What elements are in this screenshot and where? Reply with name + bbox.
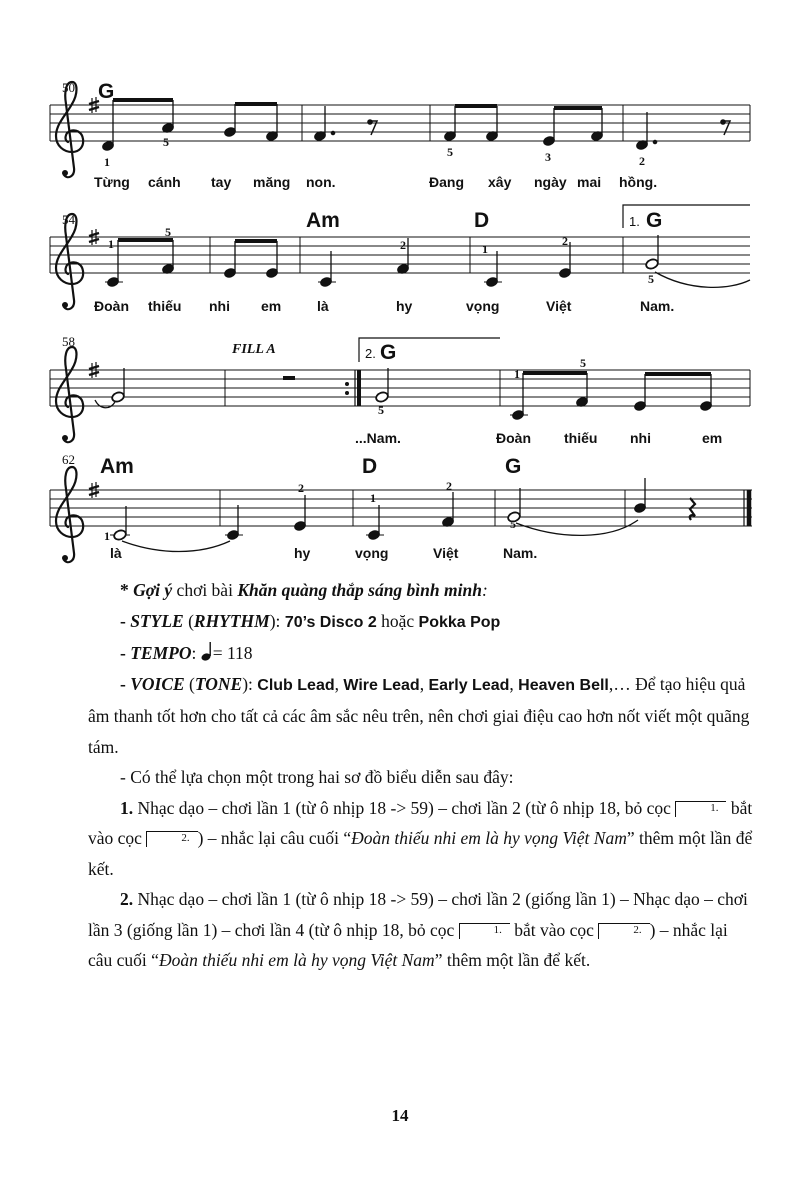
svg-text:5: 5	[580, 356, 586, 370]
lyric-word: ngày	[534, 174, 567, 190]
option-2: 2. Nhạc dạo – chơi lần 1 (từ ô nhịp 18 -> 59) – chơi lần 2 (giống lần 1) – Nhạc dạo – chơi lần 3 (giống lần 1) – chơi lần 4 (từ ô nhịp 18, bỏ cọc 1. bắt vào cọc 2. ) – nhắc lại câu cuối “Đoàn thiếu nhi em là hy vọng Việt Nam” thêm một lần để kết.	[88, 889, 748, 970]
lyric-word: ...Nam.	[355, 430, 401, 446]
lyric-word: Từng	[94, 174, 130, 190]
lyric-word: vọng	[466, 298, 500, 314]
svg-text:5: 5	[648, 272, 654, 286]
svg-text:3: 3	[545, 150, 551, 164]
music-score	[0, 0, 800, 570]
lyric-word: hy	[294, 545, 311, 561]
lyric-word: Đang	[429, 174, 464, 190]
lyric-word: Việt	[433, 545, 459, 561]
lyric-word: non.	[306, 174, 336, 190]
choose-line: - Có thể lựa chọn một trong hai sơ đồ biểu diễn sau đây:	[120, 767, 514, 787]
lyric-word: nhi	[209, 298, 230, 314]
chord-symbol: G	[646, 209, 663, 232]
lyric-word: Đoàn	[496, 430, 531, 446]
svg-text:1: 1	[108, 237, 114, 251]
lyric-word: hồng.	[619, 174, 658, 190]
svg-text:1: 1	[514, 367, 520, 381]
svg-text:5: 5	[447, 145, 453, 159]
svg-text:2: 2	[400, 238, 406, 252]
measure-number: 54	[62, 212, 75, 227]
lyric-word: xây	[488, 174, 512, 190]
volta-2-box: 2.	[598, 923, 649, 939]
lyric-word: em	[261, 298, 282, 314]
svg-text:5: 5	[165, 225, 171, 239]
playing-notes	[88, 575, 753, 976]
fill-label: FILL A	[232, 342, 276, 357]
svg-text:5: 5	[163, 135, 169, 149]
measure-number: 50	[62, 80, 75, 95]
lyric-word: thiếu	[148, 298, 182, 314]
style-line: - STYLE (RHYTHM): 70’s Disco 2 hoặc Pokka Pop	[120, 610, 501, 631]
svg-text:1: 1	[104, 155, 110, 169]
svg-text:1: 1	[104, 529, 110, 543]
lyric-word: Nam.	[640, 298, 675, 314]
svg-text:1: 1	[482, 242, 488, 256]
svg-text:5: 5	[378, 403, 384, 417]
volta-1-box: 1.	[459, 923, 510, 939]
option-1: 1. Nhạc dạo – chơi lần 1 (từ ô nhịp 18 -> 59) – chơi lần 2 (từ ô nhịp 18, bỏ cọc 1. bắt vào cọc 2. ) – nhắc lại câu cuối “Đoàn thiếu nhi em là hy vọng Việt Nam” thêm một lần để kết.	[88, 797, 753, 879]
svg-text:2: 2	[298, 481, 304, 495]
lyric-word: Việt	[546, 298, 572, 314]
lyric-word: vọng	[355, 545, 389, 561]
staff-row-1	[50, 82, 750, 177]
lyric-word: mai	[577, 174, 602, 190]
staff-row-3	[50, 338, 750, 442]
chord-symbol: G	[505, 455, 522, 478]
lyric-word: Đoàn	[94, 298, 129, 314]
volta-1-box: 1.	[675, 801, 726, 817]
volta-2-box: 2.	[146, 831, 197, 847]
tempo-line: - TEMPO: = 118	[120, 643, 253, 663]
lyric-word: măng	[253, 174, 291, 190]
lyric-word: nhi	[630, 430, 651, 446]
lyric-word: là	[110, 545, 122, 561]
quarter-note-icon	[201, 642, 213, 662]
lyric-word: em	[702, 430, 723, 446]
volta-2-label: 2.	[365, 346, 376, 361]
staff-row-2	[50, 205, 750, 309]
chord-symbol: G	[380, 341, 397, 364]
chord-symbol: D	[474, 209, 490, 232]
chord-symbol: Am	[306, 209, 340, 232]
volta-1-label: 1.	[629, 214, 640, 229]
page-number: 14	[391, 1106, 409, 1125]
lyric-word: là	[317, 298, 329, 314]
lyric-word: Nam.	[503, 545, 538, 561]
measure-number: 58	[62, 334, 75, 349]
lyric-word: cánh	[148, 174, 181, 190]
measure-number: 62	[62, 452, 75, 467]
chord-symbol: G	[98, 80, 115, 103]
voice-line: - VOICE (TONE): Club Lead, Wire Lead, Early Lead, Heaven Bell,… Để tạo hiệu quả âm thanh tốt hơn cho tất cả các âm sắc nêu trên, nên chơi giai điệu cao hơn nốt viết một quãng tám.	[88, 673, 750, 757]
hint-line: * Gợi ý chơi bài Khăn quàng thắp sáng bình minh:	[120, 580, 488, 600]
lyric-word: thiếu	[564, 430, 598, 446]
svg-text:1: 1	[370, 491, 376, 505]
lyric-word: hy	[396, 298, 413, 314]
staff-row-4	[50, 467, 752, 562]
svg-text:2: 2	[446, 479, 452, 493]
chord-symbol: Am	[100, 455, 134, 478]
svg-text:2: 2	[562, 234, 568, 248]
svg-text:2: 2	[639, 154, 645, 168]
chord-symbol: D	[362, 455, 378, 478]
svg-text:5: 5	[510, 517, 516, 531]
lyric-word: tay	[211, 174, 232, 190]
